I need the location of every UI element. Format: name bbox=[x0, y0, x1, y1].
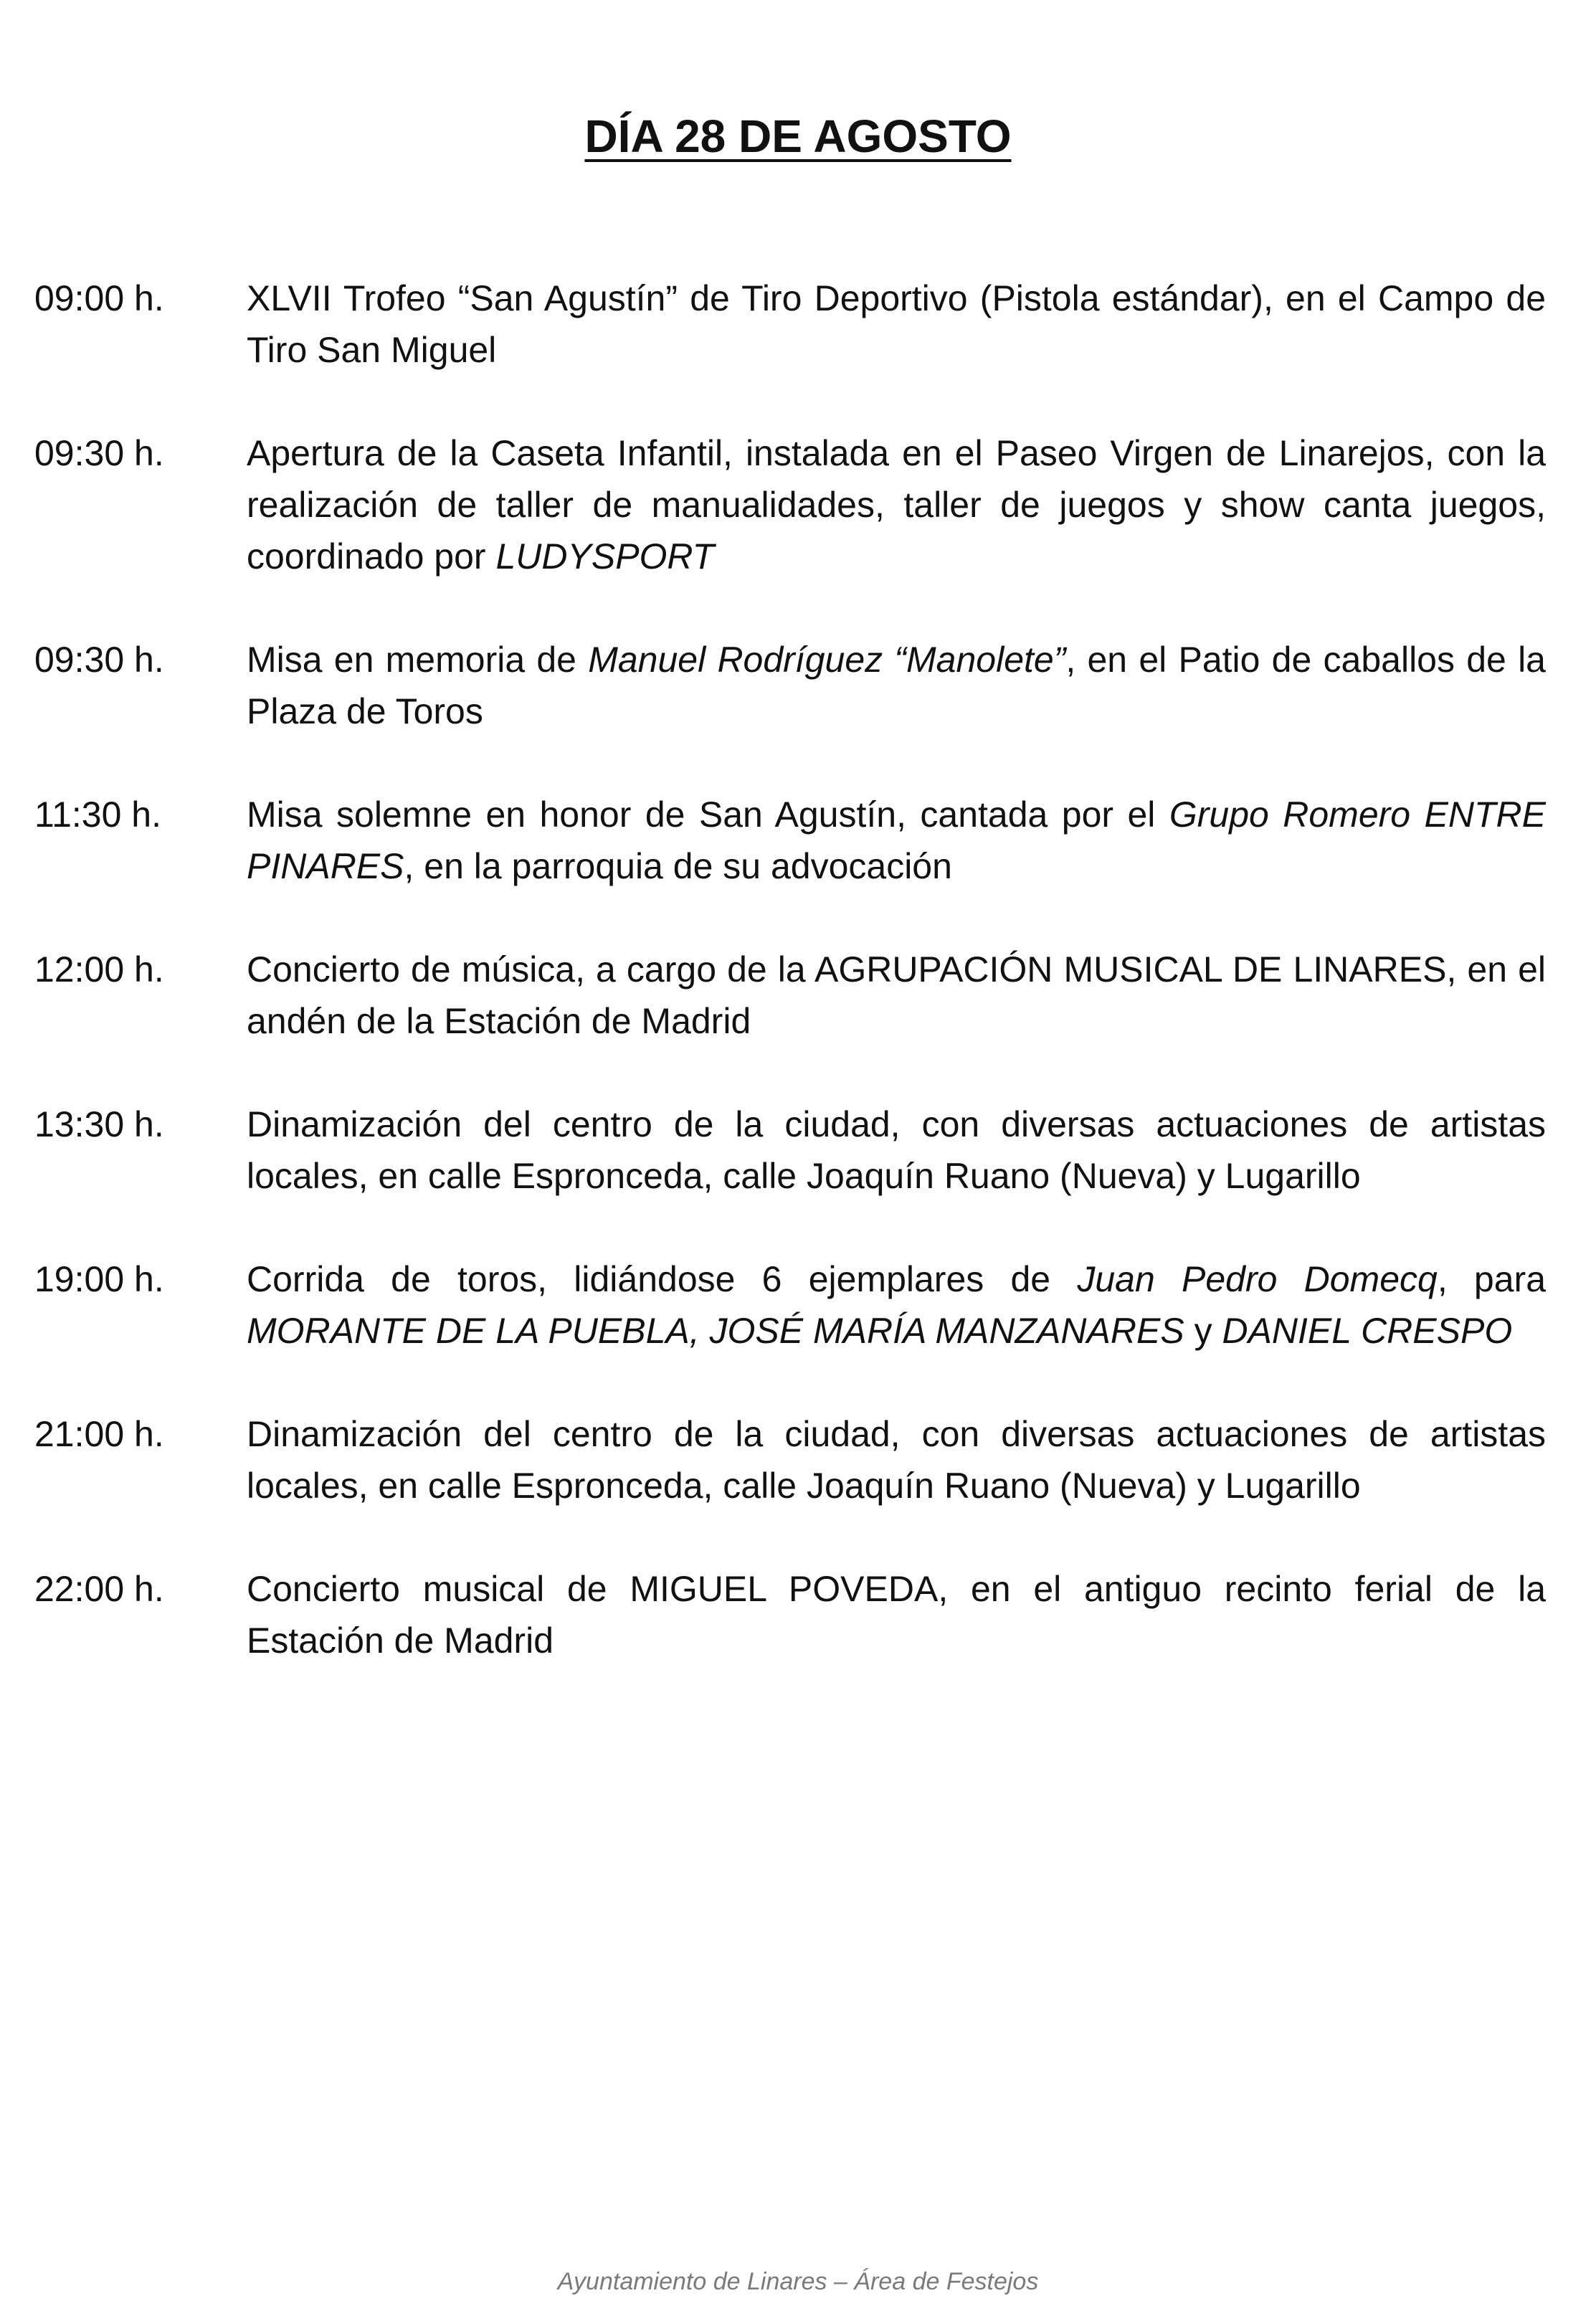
event-description bbox=[247, 634, 1546, 737]
event-description bbox=[247, 1098, 1546, 1202]
event-time: 09:30 h. bbox=[34, 640, 164, 680]
page-title-text: DÍA 28 DE AGOSTO bbox=[584, 110, 1012, 162]
event-schedule bbox=[34, 272, 1546, 1718]
event-time: 11:30 h. bbox=[34, 794, 162, 835]
event-description-text: Corrida de toros, lidiándose 6 ejemplares de bbox=[247, 1259, 1078, 1299]
event-description bbox=[247, 272, 1546, 376]
event-row bbox=[34, 1563, 1546, 1666]
event-description-text: y bbox=[1184, 1311, 1222, 1351]
page-footer: Ayuntamiento de Linares – Área de Festejos bbox=[557, 2268, 1039, 2295]
event-description-italic-text: Juan Pedro Domecq bbox=[1077, 1259, 1438, 1299]
event-description-italic-text: Manuel Rodríguez “Manolete” bbox=[588, 640, 1066, 680]
event-description-text: , en el Patio de caballos de la Plaza de Toros bbox=[247, 640, 1546, 731]
event-description bbox=[247, 427, 1546, 582]
event-description-text: Misa solemne en honor de San Agustín, cantada por el bbox=[247, 794, 1169, 835]
event-description-text: Apertura de la Caseta Infantil, instalada en el Paseo Virgen de Linarejos, con la realización de taller de manualidades, taller de juegos y show canta juegos, coordinado por bbox=[247, 433, 1546, 576]
event-description-text: , en la parroquia de su advocación bbox=[404, 846, 952, 886]
event-row bbox=[34, 1408, 1546, 1511]
event-row bbox=[34, 1098, 1546, 1202]
event-time: 21:00 h. bbox=[34, 1414, 164, 1454]
event-row bbox=[34, 427, 1546, 582]
event-description bbox=[247, 789, 1546, 892]
event-description-italic-text: MORANTE DE LA PUEBLA, JOSÉ MARÍA MANZANARES bbox=[247, 1311, 1184, 1351]
event-row bbox=[34, 789, 1546, 892]
event-time: 19:00 h. bbox=[34, 1259, 164, 1299]
event-row bbox=[34, 634, 1546, 737]
event-row bbox=[34, 272, 1546, 376]
event-time: 12:00 h. bbox=[34, 949, 164, 989]
event-description bbox=[247, 944, 1546, 1047]
event-description-text: Misa en memoria de bbox=[247, 640, 589, 680]
event-time: 09:30 h. bbox=[34, 433, 164, 473]
event-description bbox=[247, 1563, 1546, 1666]
event-description-text: Dinamización del centro de la ciudad, con diversas actuaciones de artistas locales, en calle Espronceda, calle Joaquín Ruano (Nueva) y Lugarillo bbox=[247, 1414, 1546, 1506]
page-title bbox=[0, 108, 1596, 165]
event-time: 09:00 h. bbox=[34, 278, 164, 318]
event-description-italic-text: Grupo Romero ENTRE PINARES bbox=[247, 794, 1546, 886]
event-row bbox=[34, 1253, 1546, 1357]
event-description-text: Concierto musical de MIGUEL POVEDA, en el antiguo recinto ferial de la Estación de Madrid bbox=[247, 1569, 1546, 1661]
event-description-text: Dinamización del centro de la ciudad, con diversas actuaciones de artistas locales, en calle Espronceda, calle Joaquín Ruano (Nueva) y Lugarillo bbox=[247, 1104, 1546, 1196]
event-description-italic-text: LUDYSPORT bbox=[495, 536, 715, 576]
event-description-text: Concierto de música, a cargo de la AGRUPACIÓN MUSICAL DE LINARES, en el andén de la Estación de Madrid bbox=[247, 949, 1546, 1041]
event-time: 13:30 h. bbox=[34, 1104, 164, 1144]
event-row bbox=[34, 944, 1546, 1047]
event-description bbox=[247, 1408, 1546, 1511]
event-description bbox=[247, 1253, 1546, 1357]
event-time: 22:00 h. bbox=[34, 1569, 164, 1609]
event-description-text: XLVII Trofeo “San Agustín” de Tiro Deportivo (Pistola estándar), en el Campo de Tiro San Miguel bbox=[247, 278, 1546, 370]
event-description-italic-text: DANIEL CRESPO bbox=[1222, 1311, 1513, 1351]
event-description-text: , para bbox=[1437, 1259, 1547, 1299]
